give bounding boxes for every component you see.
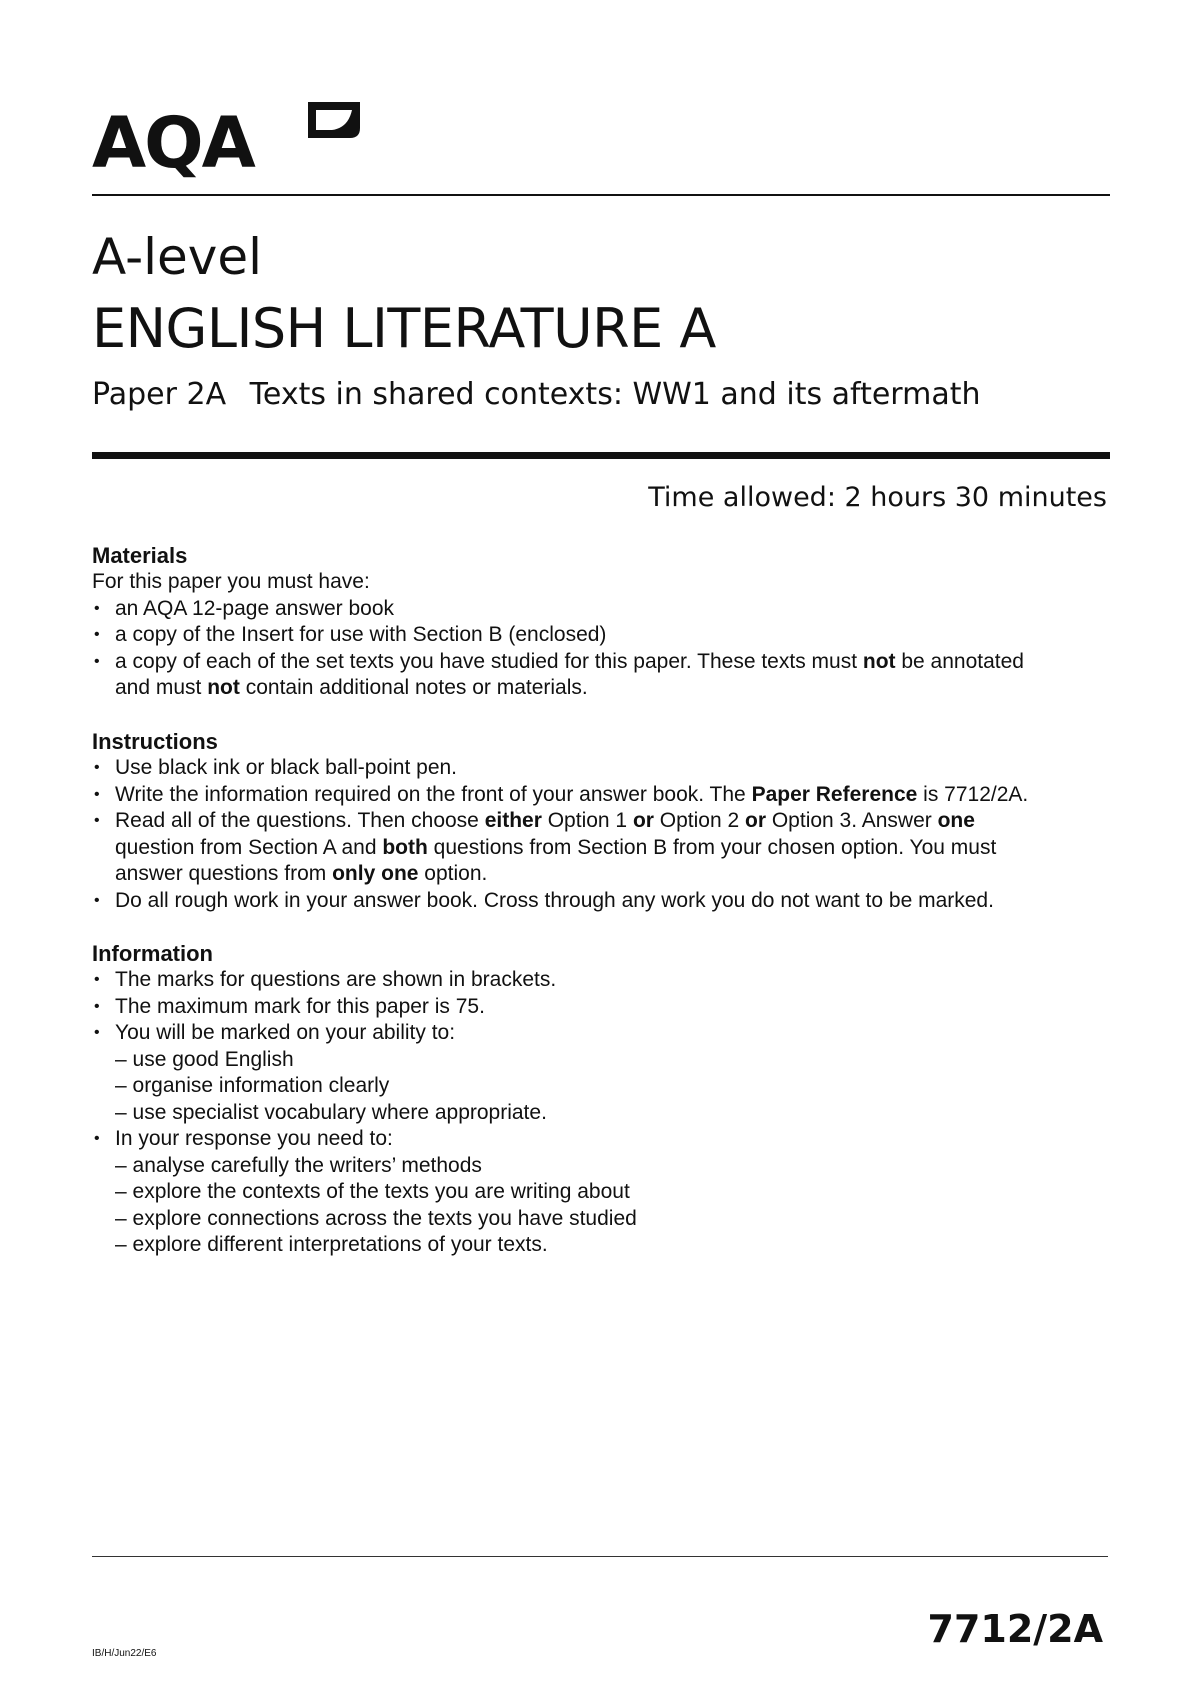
list-item: • The maximum mark for this paper is 75. <box>92 994 1112 1021</box>
thick-divider <box>92 452 1110 459</box>
instructions-section <box>92 728 1112 914</box>
qualification-level: A-level <box>92 228 263 286</box>
list-item: • a copy of each of the set texts you have studied for this paper. These texts must not be annotated and must not contain additional notes or materials. <box>92 649 1112 702</box>
materials-list <box>92 596 1112 702</box>
top-divider <box>92 194 1110 196</box>
list-item: • You will be marked on your ability to: – use good English – organise information clearly – use specialist vocabulary where appropriate. <box>92 1020 1112 1126</box>
time-allowed: Time allowed: 2 hours 30 minutes <box>648 482 1107 513</box>
instructions-list <box>92 755 1112 914</box>
subject-title: ENGLISH LITERATURE A <box>92 297 716 360</box>
logo-leaf-icon <box>302 98 366 146</box>
materials-heading: Materials <box>92 543 188 568</box>
list-item: • Do all rough work in your answer book. Cross through any work you do not want to be marked. <box>92 888 1112 915</box>
aqa-logo <box>92 98 254 184</box>
list-item: • Write the information required on the front of your answer book. The Paper Reference is 7712/2A. <box>92 782 1112 809</box>
footer-reference: IB/H/Jun22/E6 <box>92 1648 157 1659</box>
information-heading: Information <box>92 941 213 966</box>
materials-intro: For this paper you must have: <box>92 570 370 593</box>
instructions-heading: Instructions <box>92 729 218 754</box>
list-item: • Read all of the questions. Then choose either Option 1 or Option 2 or Option 3. Answer one question from Section A and both questions from Section B from your chosen option. You must answer questions from only one option. <box>92 808 1112 888</box>
list-item: • a copy of the Insert for use with Section B (enclosed) <box>92 622 1112 649</box>
footer-divider <box>92 1556 1108 1557</box>
list-item: • In your response you need to: – analyse carefully the writers’ methods – explore the contexts of the texts you are writing about – explore connections across the texts you have studied – explore different interpretations of your texts. <box>92 1126 1112 1259</box>
information-section <box>92 940 1112 1259</box>
list-item: • Use black ink or black ball-point pen. <box>92 755 1112 782</box>
paper-title-line <box>92 377 981 412</box>
paper-number: 7712/2A <box>927 1607 1103 1651</box>
paper-code: Paper 2A <box>92 377 227 412</box>
list-item: • The marks for questions are shown in brackets. <box>92 967 1112 994</box>
list-item: • an AQA 12-page answer book <box>92 596 1112 623</box>
logo-text: AQA <box>92 102 254 184</box>
information-list <box>92 967 1112 1259</box>
paper-title: Texts in shared contexts: WW1 and its aftermath <box>249 377 981 412</box>
materials-section <box>92 542 1112 702</box>
